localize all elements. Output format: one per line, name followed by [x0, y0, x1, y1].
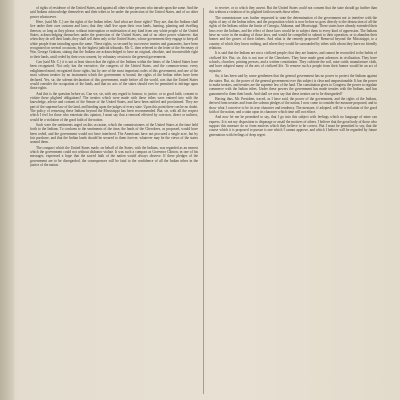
paragraph: Having thus, Mr. President, traced, as I have said, the power of the government, and the rights of the Indians, derived from treaties and from the solemn pledges of the nation, I now come to consider the measure proposed, and to show what I conceive to be its true character and tendency. The measure, if adopted, will be a violation of the good faith of the nation, and a stain upon its character which time will not efface. — [209, 96, 377, 114]
paragraph: Here, (said Mr. C.) are the rights of the Indian tribes. And what are those rights? They are, that the Indians shall live under their own customs and laws; that they shall live upon their own lands, hunting, planting and dwelling thereon, so long as they please, without interruption or molestation of any kind from any white people of the United States, acknowledging themselves under the protection of the United States, and of no other power whatever; that when they do sell their lands, they shall sell them only to the United States, whose government they engage to keep all white people from intruding upon the same. These rights, so secured by successive treaties and guaranties, have been recognized on several occasions, by the highest judicial tribunals. Mr. C. then referred to the letter of the Secretary of War, George Graham, stating that the Indians are acknowledged to have an original, absolute, and incontestible right to their lands, until ceded by their own consent, by voluntary cession to the general government. — [30, 20, 198, 59]
paragraph: It is said that the Indians are not a civilized people; that they are hunters, and cannot be reconciled to the habits of civilized life. But, sir, this is not true of the Cherokees. They have made great advances in civilization. They have schools, churches, printing presses, and a written constitution. They cultivate the soil, raise cattle, manufacture cloth, and have adopted many of the arts of civilized life. To remove such a people from their homes would be an act of injustice. — [209, 51, 377, 73]
paragraph: Sir, it has been said by some gentlemen that the general government has no power to protect the Indians against the states. But, sir, the power of the general government over this subject is clear and unquestionable. It has the power to make treaties, and treaties are the supreme law of the land. The constitution gives to Congress the power to regulate commerce with the Indian tribes. Under these powers the government has made treaties with the Indians, and has guaranteed to them their lands. And shall we now say that these treaties are to be disregarded? — [209, 74, 377, 96]
column-divider — [203, 8, 204, 394]
right-text-column — [209, 6, 377, 396]
page-binding-shadow — [0, 0, 14, 400]
paragraph: Such were the sentiments urged on this occasion, which the commissioners of the United States at the time held forth to the Indians. To conform to the sentiments of the time, the lands of the Cherokees, as proposed, would have been ceded, and the government would not have interfered. The Americans have not procured a single acre, but by fair purchase, and that the Indian lands should be secured to them forever, whatever may be the views of the states around them. — [30, 122, 198, 145]
paragraph: The commissioner was further requested to state the determination of the government not to interfere with the rights of any of the Indian tribes, and the proposition which is now before us goes directly to the destruction of all the rights of the Indians within the limits of Georgia, Alabama, and Mississippi. These states have already extended their laws over the Indians, and the effect of those laws would be to subject them to every kind of oppression. The Indians have no voice in the making of those laws, and would be compelled to submit to their operation, or to abandon their homes and the graves of their fathers. And what is the remedy proposed? Removal beyond the Mississippi, to a country of which they know nothing, and where they would be surrounded by tribes with whom they have no friendly relations. — [209, 15, 377, 51]
paragraph: of rights of residence of the United States, and against all other white persons who intrude upon the same. And the said Indians acknowledge themselves and their tribes to be under the protection of the United States, and of no other power whatsoever. — [30, 6, 198, 19]
paragraph: Can (said Mr. C.) it is not at least shown that the rights of the Indians within the limits of the United States have been recognized. Not only has the executive, the congress of the United States, and the common-sense, every enlightened mind, recognized those rights, but by one of the most important codes of this government, and one of the most solemn treaties by an instrument which the government is bound, the rights of the Indian tribes have been declared. Yes, sir, the solemn declaration of this government, made before all the world, was that the United States would consider the occupation of the lands, and that no acts of the states should ever be permitted to infringe upon those rights. — [30, 60, 198, 91]
paragraph: to receive, or to which they assent. But the United States could not consent that the state should go further than this without a violation of its plighted faith towards those tribes. — [209, 6, 377, 15]
paragraph: And this is the question before us. Can we, sir, with any regard to honour, to justice, or to good faith, consent to violate these plighted obligations? The treaties which were made with these tribes were entered into with the knowledge, advice and consent of the Senate of the United States, and have been ratified and proclaimed. They are part of the supreme law of the land, and binding upon the judges of every state. Upon this point there can be no doubt. The policy of removing these Indians beyond the Mississippi has been recommended. But, sir, with all the respect which I feel for those who entertain this opinion, I must say that a removal effected by coercion, direct or indirect, would be a violation of the good faith of the nation. — [30, 91, 198, 122]
left-text-column — [30, 6, 198, 396]
paragraph: The compact which the United States made, on behalf of the States, with the Indians, was regarded as an earnest which the government could not without dishonor violate. It was such a compact as Governor Clinton, in one of his messages, expressed a hope that the sacred faith of the nation would always observe. If these pledges of the government are to be disregarded, the consequences will be fatal to the confidence of all the Indian tribes in the justice of the nation. — [30, 145, 198, 168]
paragraph: And now let me be permitted to say, that I go into this subject with feelings which no language of mine can express. It is not my disposition to disparage or assail the motives of others. I believe that the great body of those who support this measure do so from motives which they believe to be correct. But I must be permitted to say, that the course which it is proposed to pursue is one which I cannot approve, and which I believe will be regarded by future generations with feelings of deep regret. — [209, 115, 377, 137]
